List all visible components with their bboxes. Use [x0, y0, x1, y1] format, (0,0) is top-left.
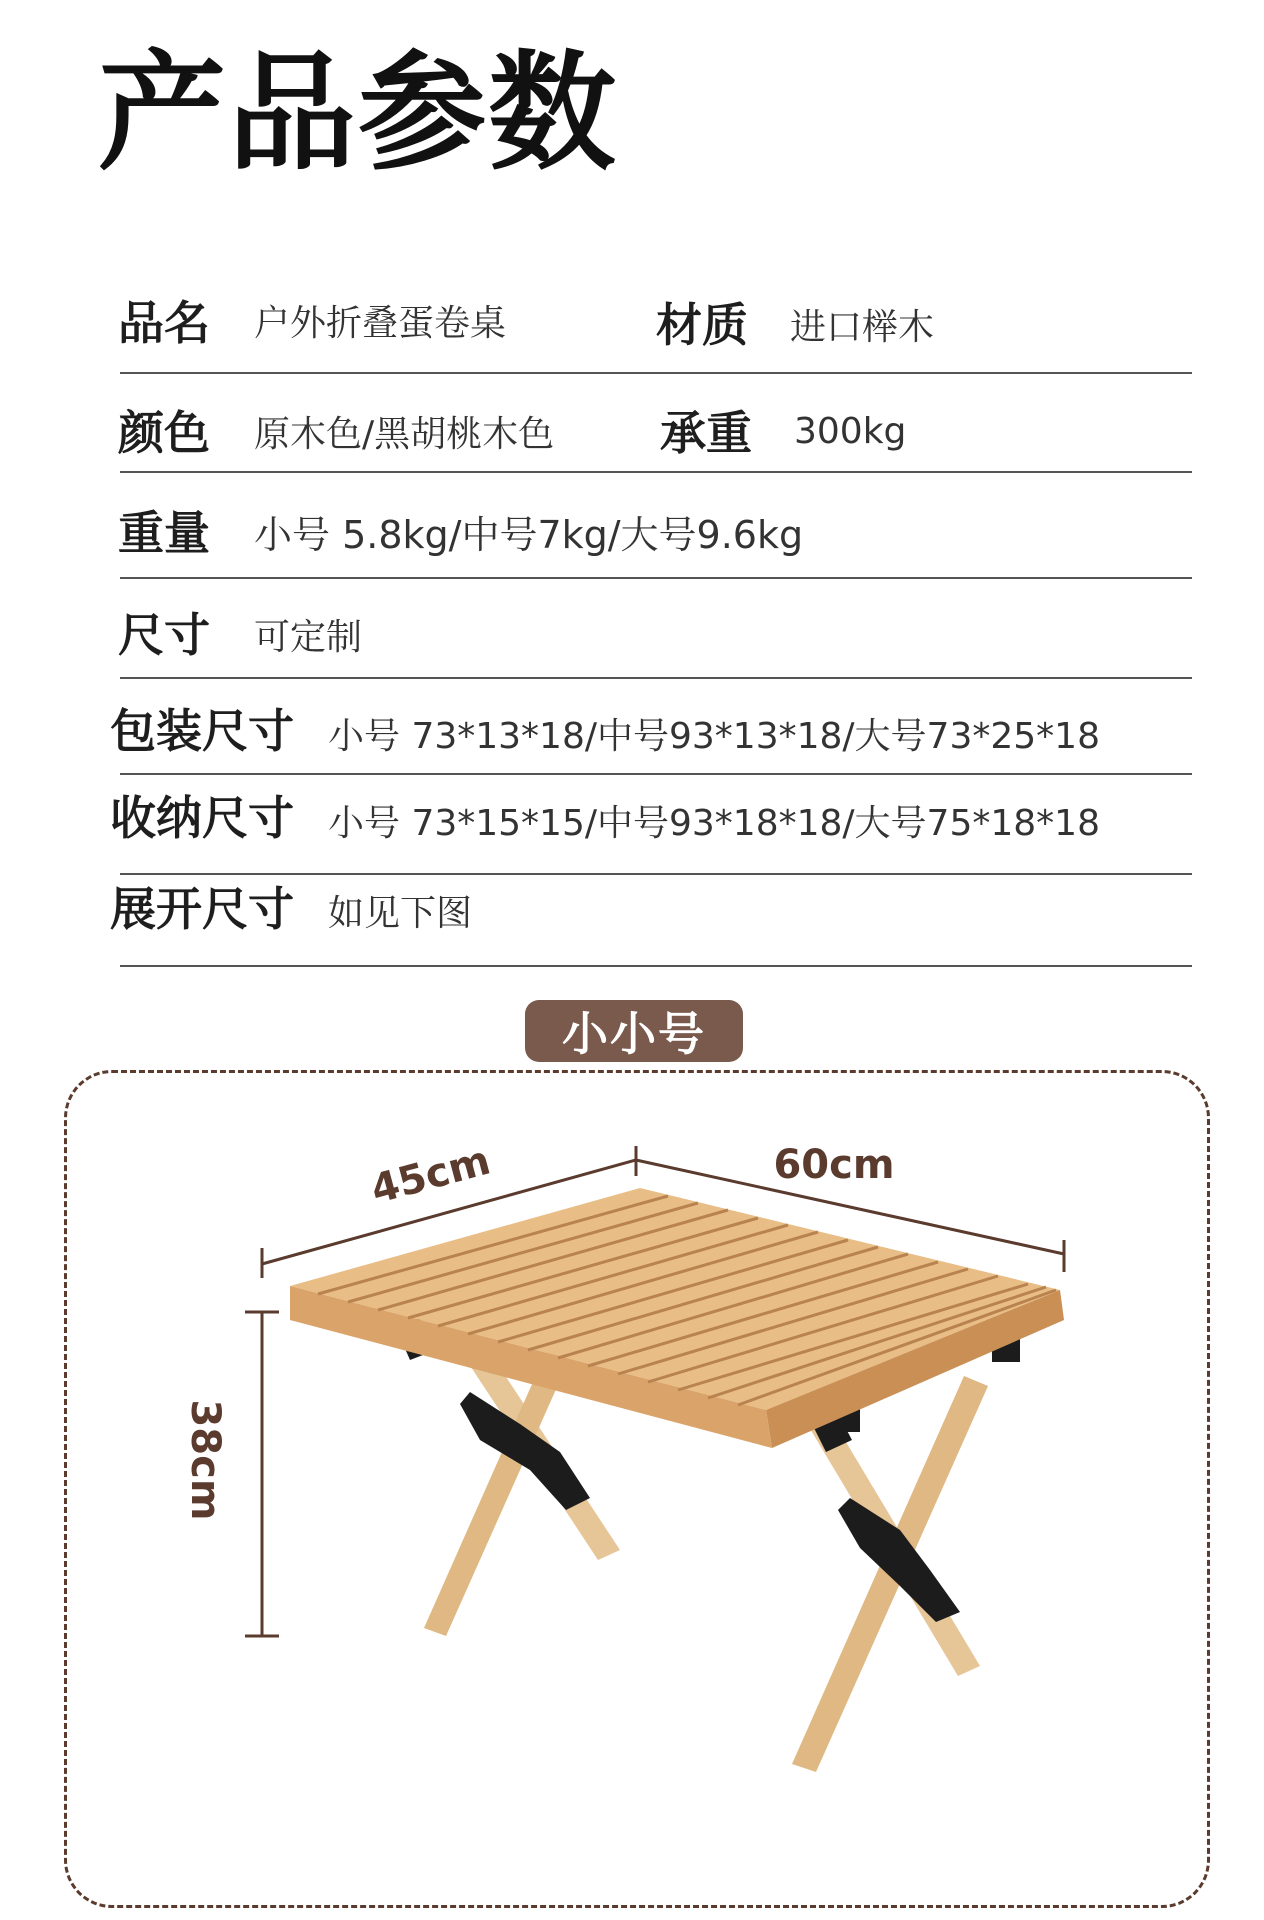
spec-value-weight: 小号 5.8kg/中号7kg/大号9.6kg — [254, 513, 804, 557]
spec-value-material: 进口榉木 — [790, 307, 935, 348]
spec-label-material: 材质 — [656, 298, 748, 352]
spec-label-size: 尺寸 — [118, 608, 210, 662]
spec-label-weight: 重量 — [118, 506, 210, 560]
spec-value-package-size: 小号 73*13*18/中号93*13*18/大号73*25*18 — [328, 716, 1100, 757]
spec-label-name: 品名 — [118, 296, 210, 350]
spec-label-unfold-size: 展开尺寸 — [110, 882, 294, 936]
spec-value-unfold-size: 如见下图 — [328, 893, 473, 934]
height-dimension-label: 38cm — [182, 1399, 228, 1521]
spec-value-name: 户外折叠蛋卷桌 — [254, 303, 507, 344]
spec-value-load: 300kg — [794, 411, 907, 452]
length-dimension-label: 60cm — [773, 1142, 895, 1188]
spec-value-size: 可定制 — [254, 617, 363, 658]
spec-label-package-size: 包装尺寸 — [110, 704, 294, 758]
size-badge: 小小号 — [525, 1000, 743, 1062]
page-title: 产品参数 — [98, 39, 619, 188]
spec-label-storage-size: 收纳尺寸 — [110, 791, 294, 845]
spec-value-color: 原木色/黑胡桃木色 — [254, 414, 555, 455]
spec-label-color: 颜色 — [118, 406, 210, 460]
spec-value-storage-size: 小号 73*15*15/中号93*18*18/大号75*18*18 — [328, 803, 1100, 844]
spec-label-load: 承重 — [660, 406, 752, 460]
width-dimension-label: 45cm — [366, 1137, 496, 1214]
